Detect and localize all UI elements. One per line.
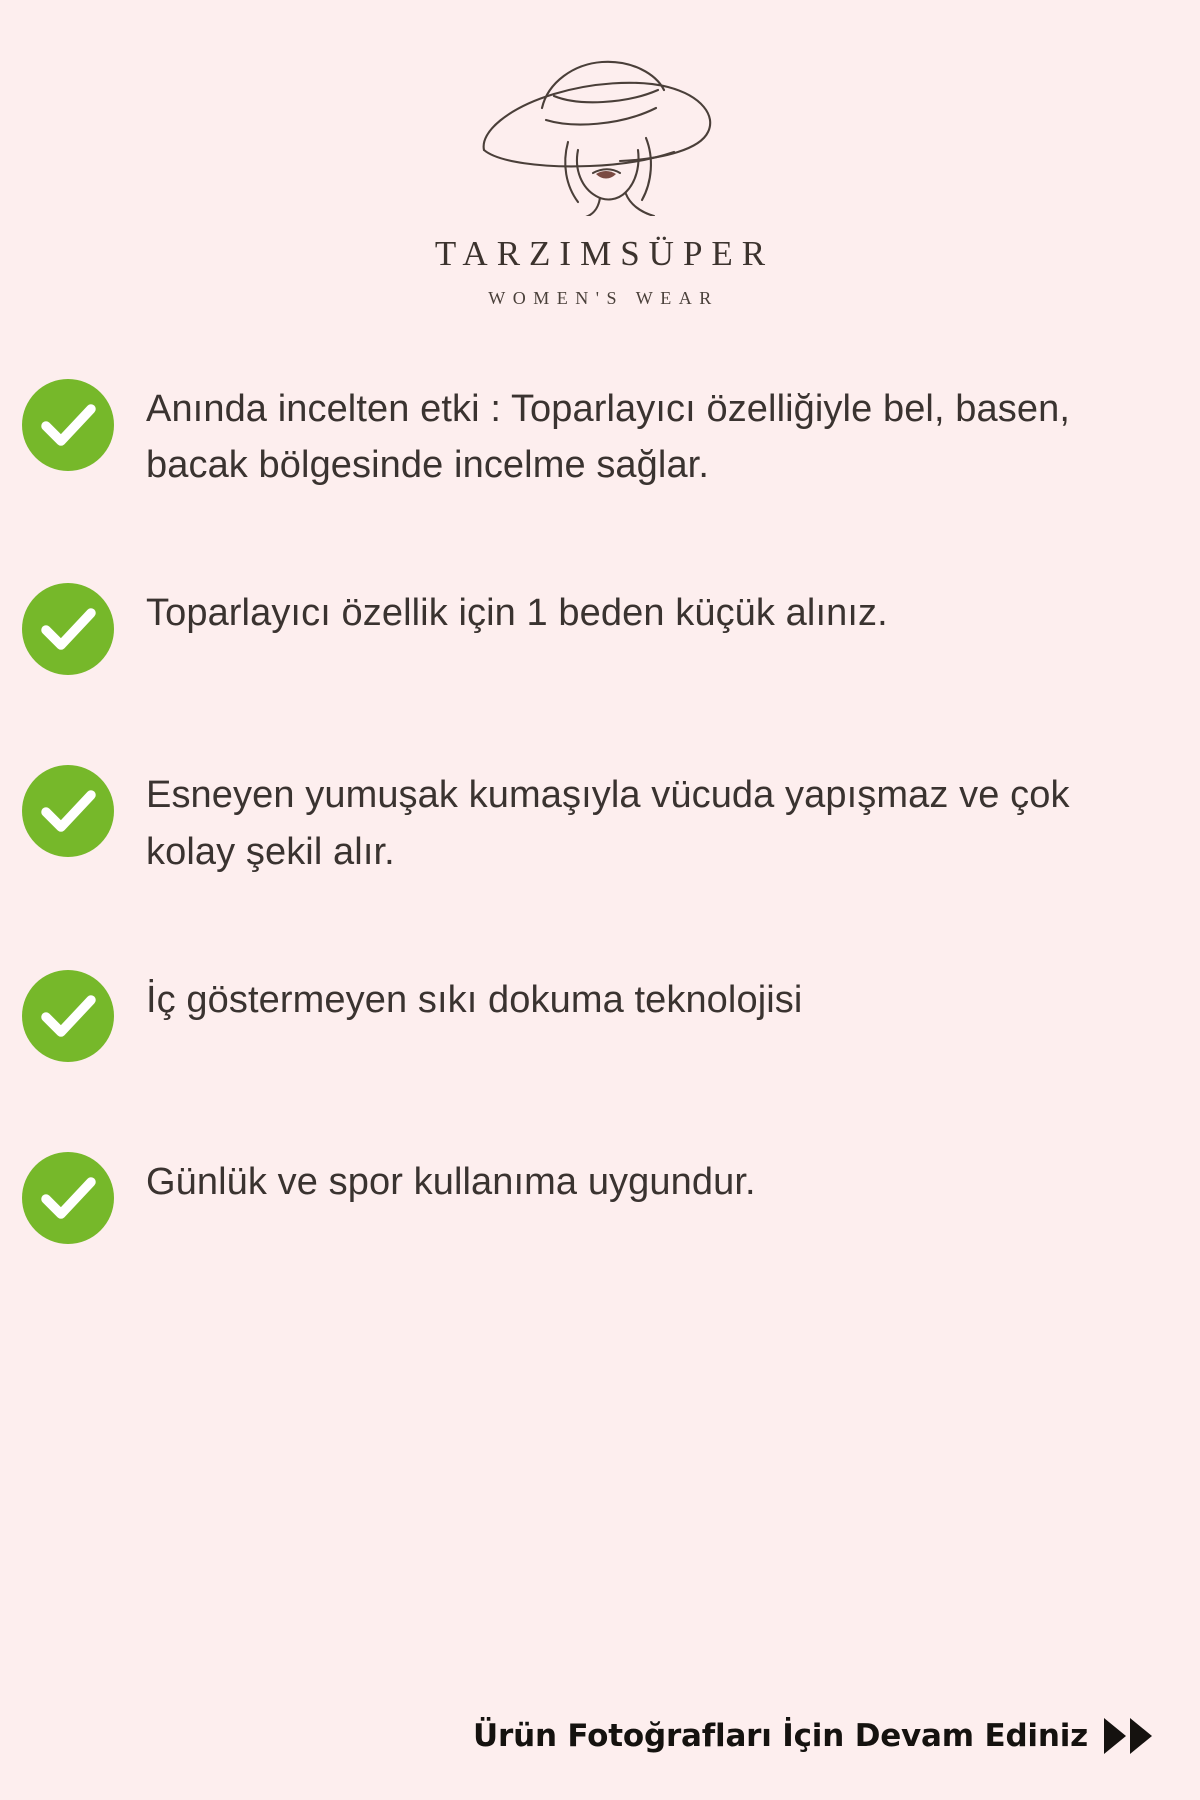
brand-tagline: WOMEN'S WEAR	[488, 288, 719, 308]
check-circle-icon	[22, 970, 114, 1062]
feature-text: Esneyen yumuşak kumaşıyla vücuda yapışmaz ve çok kolay şekil alır.	[146, 774, 1070, 873]
brand-name: TARZIMSÜPER	[434, 234, 775, 273]
woman-with-hat-line-art-icon	[450, 46, 750, 216]
list-item	[22, 761, 1166, 879]
continue-prompt	[473, 1718, 1152, 1754]
list-item	[22, 579, 1166, 675]
feature-list	[0, 375, 1200, 1800]
feature-text: İç göstermeyen sıkı dokuma teknolojisi	[146, 978, 803, 1021]
brand-logo-block	[0, 0, 1200, 309]
check-circle-icon	[22, 765, 114, 857]
continue-prompt-text: Ürün Fotoğrafları İçin Devam Ediniz	[473, 1718, 1088, 1754]
list-item	[22, 375, 1166, 493]
list-item	[22, 966, 1166, 1062]
double-play-arrow-icon	[1104, 1718, 1152, 1754]
feature-text: Anında incelten etki : Toparlayıcı özelliğiyle bel, basen, bacak bölgesinde incelme sağlar.	[146, 388, 1070, 487]
check-circle-icon	[22, 583, 114, 675]
check-circle-icon	[22, 1152, 114, 1244]
check-circle-icon	[22, 379, 114, 471]
feature-text: Toparlayıcı özellik için 1 beden küçük alınız.	[146, 592, 888, 635]
list-item	[22, 1148, 1166, 1244]
feature-text: Günlük ve spor kullanıma uygundur.	[146, 1160, 756, 1203]
